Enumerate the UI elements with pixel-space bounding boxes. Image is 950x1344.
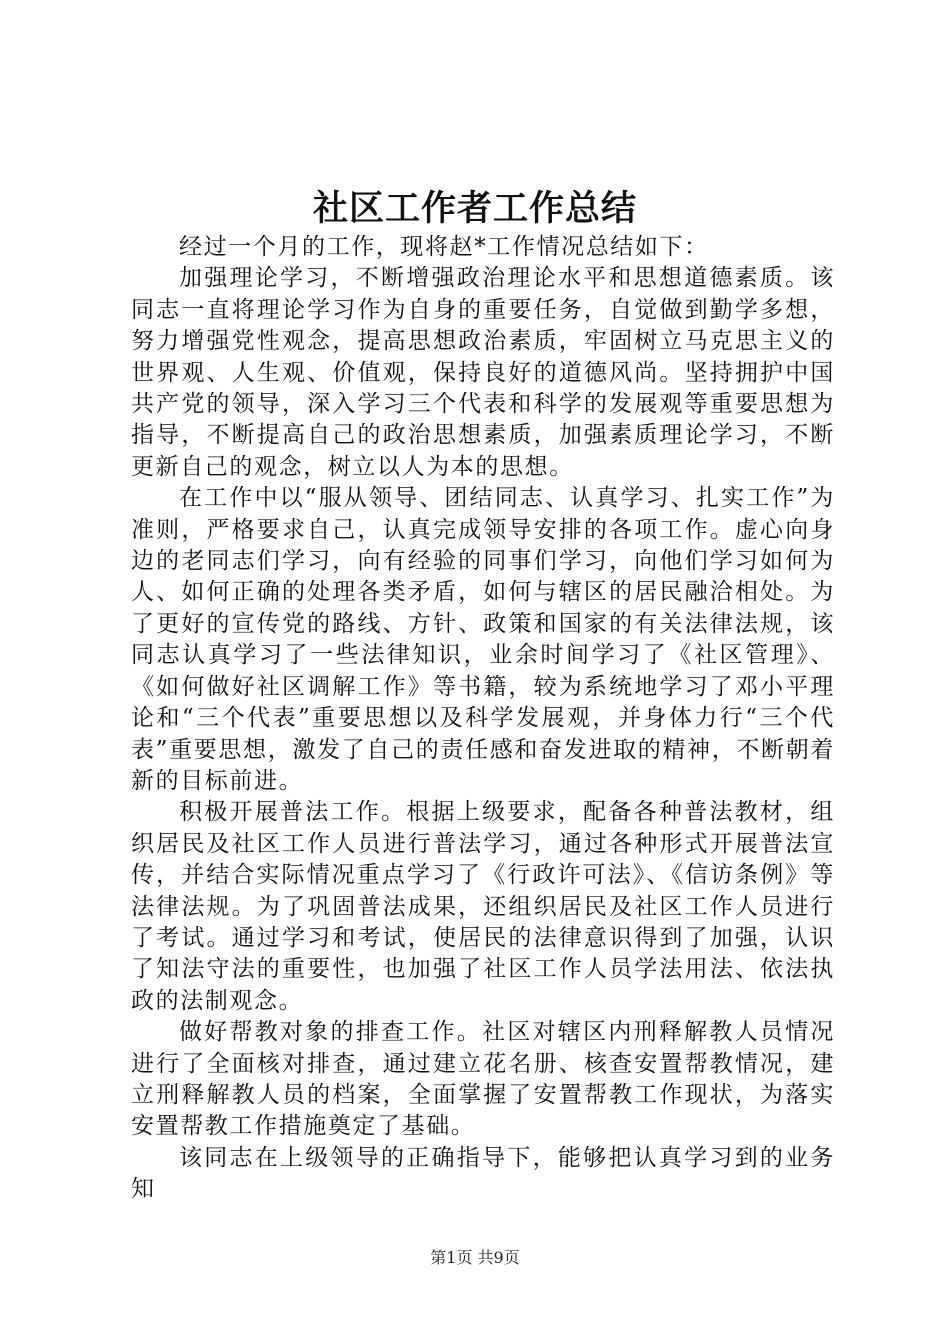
paragraph-work-conduct: 在工作中以“服从领导、团结同志、认真学习、扎实工作”为准则，严格要求自己，认真完成领导安排的各项工作。虚心向身边的老同志们学习，向有经验的同事们学习，向他们学习如何为人、如何正确的处理各类矛盾，如何与辖区的居民融洽相处。为了更好的宣传党的路线、方针、政策和国家的有关法律法规，该同志认真学习了一些法律知识，业余时间学习了《社区管理》、《如何做好社区调解工作》等书籍，较为系统地学习了邓小平理论和“三个代表”重要思想以及科学发展观，并身体力行“三个代表”重要思想，激发了自己的责任感和奋发进取的精神，不断朝着新的目标前进。	[131, 485, 835, 794]
paragraph-rehabilitation-check: 做好帮教对象的排查工作。社区对辖区内刑释解教人员情况进行了全面核对排查，通过建立花名册、核查安置帮教情况，建立刑释解教人员的档案，全面掌握了安置帮教工作现状，为落实安置帮教工作措施奠定了基础。	[131, 1019, 835, 1140]
paragraph-intro: 经过一个月的工作，现将赵*工作情况总结如下：	[179, 234, 709, 260]
page-number: 第1页 共9页	[430, 1248, 520, 1267]
document-body	[131, 232, 835, 1206]
paragraph-theory-study: 加强理论学习，不断增强政治理论水平和思想道德素质。该同志一直将理论学习作为自身的重要任务，自觉做到勤学多想，努力增强党性观念，提高思想政治素质，牢固树立马克思主义的世界观、人生观、价值观，保持良好的道德风尚。坚持拥护中国共产党的领导，深入学习三个代表和科学的发展观等重要思想为指导，不断提高自己的政治思想素质，加强素质理论学习，不断更新自己的观念，树立以人为本的思想。	[131, 265, 835, 480]
document-title: 社区工作者工作总结	[312, 189, 637, 229]
paragraph-business-knowledge: 该同志在上级领导的正确指导下，能够把认真学习到的业务知	[131, 1144, 835, 1203]
paragraph-law-education: 积极开展普法工作。根据上级要求，配备各种普法教材，组织居民及社区工作人员进行普法学习，通过各种形式开展普法宣传，并结合实际情况重点学习了《行政许可法》、《信访条例》等法律法规。为了巩固普法成果，还组织居民及社区工作人员进行了考试。通过学习和考试，使居民的法律意识得到了加强，认识了知法守法的重要性，也加强了社区工作人员学法用法、依法执政的法制观念。	[131, 799, 835, 1014]
